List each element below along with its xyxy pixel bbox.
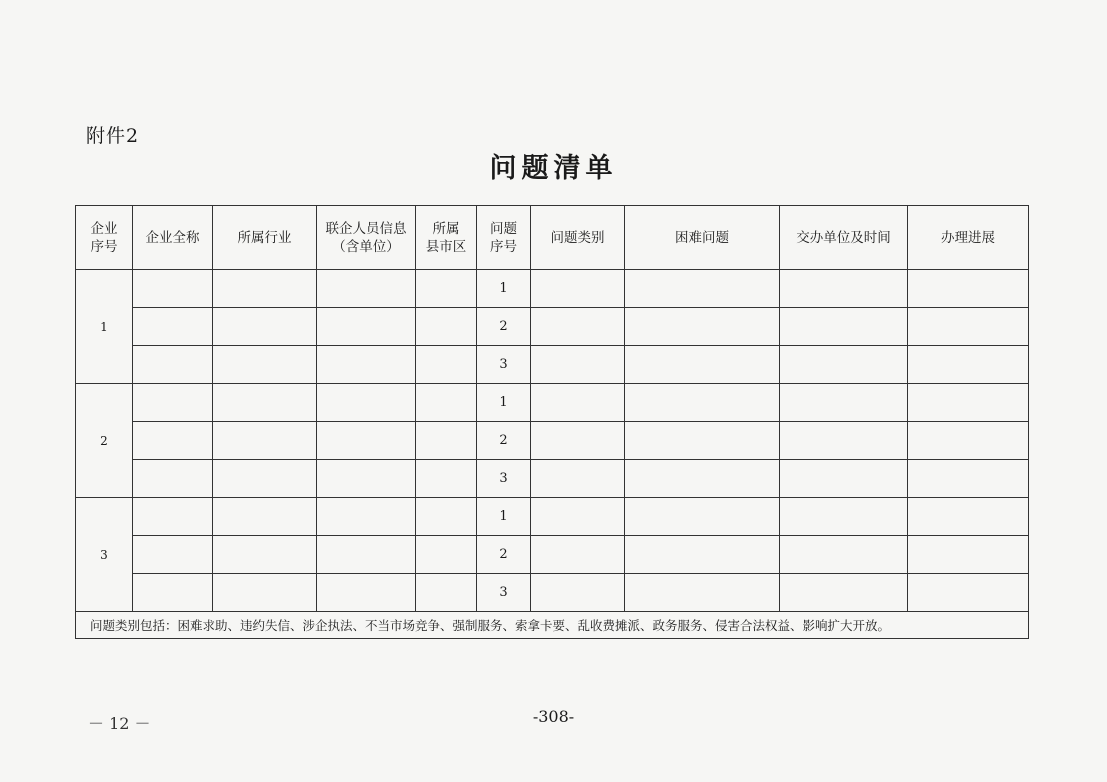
column-header: 交办单位及时间	[780, 206, 908, 270]
difficulty-cell[interactable]	[625, 498, 780, 536]
issue-serial: 2	[477, 422, 531, 460]
assigned-unit-time-cell[interactable]	[780, 270, 908, 308]
county-cell[interactable]	[416, 498, 477, 536]
industry-cell[interactable]	[213, 346, 317, 384]
column-header: 问题 序号	[477, 206, 531, 270]
table-row	[76, 346, 1029, 384]
issue-list-table	[75, 205, 1029, 639]
county-cell[interactable]	[416, 460, 477, 498]
issue-serial: 2	[477, 536, 531, 574]
enterprise-name-cell[interactable]	[133, 536, 213, 574]
progress-cell[interactable]	[908, 574, 1029, 612]
enterprise-name-cell[interactable]	[133, 422, 213, 460]
liaison-info-cell[interactable]	[317, 346, 416, 384]
document-number: -308-	[532, 707, 575, 726]
table-row	[76, 536, 1029, 574]
difficulty-cell[interactable]	[625, 536, 780, 574]
table-row	[76, 498, 1029, 536]
assigned-unit-time-cell[interactable]	[780, 384, 908, 422]
difficulty-cell[interactable]	[625, 422, 780, 460]
column-header: 所属 县市区	[416, 206, 477, 270]
enterprise-serial: 1	[76, 270, 133, 384]
progress-cell[interactable]	[908, 460, 1029, 498]
industry-cell[interactable]	[213, 422, 317, 460]
column-header: 问题类别	[531, 206, 625, 270]
liaison-info-cell[interactable]	[317, 536, 416, 574]
column-header: 企业 序号	[76, 206, 133, 270]
progress-cell[interactable]	[908, 308, 1029, 346]
industry-cell[interactable]	[213, 536, 317, 574]
column-header: 联企人员信息 （含单位）	[317, 206, 416, 270]
issue-category-cell[interactable]	[531, 460, 625, 498]
county-cell[interactable]	[416, 384, 477, 422]
note-row	[76, 612, 1029, 639]
issue-category-cell[interactable]	[531, 270, 625, 308]
difficulty-cell[interactable]	[625, 270, 780, 308]
issue-category-cell[interactable]	[531, 422, 625, 460]
table-row	[76, 422, 1029, 460]
issue-serial: 1	[477, 270, 531, 308]
issue-serial: 3	[477, 346, 531, 384]
assigned-unit-time-cell[interactable]	[780, 536, 908, 574]
liaison-info-cell[interactable]	[317, 574, 416, 612]
enterprise-serial: 3	[76, 498, 133, 612]
county-cell[interactable]	[416, 270, 477, 308]
header-row	[76, 206, 1029, 270]
difficulty-cell[interactable]	[625, 574, 780, 612]
column-header: 企业全称	[133, 206, 213, 270]
county-cell[interactable]	[416, 536, 477, 574]
table-row	[76, 384, 1029, 422]
table-row	[76, 308, 1029, 346]
issue-serial: 2	[477, 308, 531, 346]
liaison-info-cell[interactable]	[317, 270, 416, 308]
enterprise-name-cell[interactable]	[133, 460, 213, 498]
issue-serial: 1	[477, 384, 531, 422]
issue-category-cell[interactable]	[531, 536, 625, 574]
difficulty-cell[interactable]	[625, 346, 780, 384]
page-number: － 12 －	[88, 714, 151, 733]
industry-cell[interactable]	[213, 308, 317, 346]
liaison-info-cell[interactable]	[317, 460, 416, 498]
county-cell[interactable]	[416, 308, 477, 346]
enterprise-name-cell[interactable]	[133, 574, 213, 612]
issue-serial: 3	[477, 574, 531, 612]
progress-cell[interactable]	[908, 536, 1029, 574]
table-row	[76, 270, 1029, 308]
issue-serial: 3	[477, 460, 531, 498]
enterprise-name-cell[interactable]	[133, 346, 213, 384]
issue-category-cell[interactable]	[531, 346, 625, 384]
industry-cell[interactable]	[213, 270, 317, 308]
issue-category-note: 问题类别包括：困难求助、违约失信、涉企执法、不当市场竞争、强制服务、索拿卡要、乱收费摊派、政务服务、侵害合法权益、影响扩大开放。	[76, 612, 1029, 639]
assigned-unit-time-cell[interactable]	[780, 460, 908, 498]
assigned-unit-time-cell[interactable]	[780, 498, 908, 536]
enterprise-serial: 2	[76, 384, 133, 498]
industry-cell[interactable]	[213, 498, 317, 536]
progress-cell[interactable]	[908, 422, 1029, 460]
county-cell[interactable]	[416, 574, 477, 612]
assigned-unit-time-cell[interactable]	[780, 422, 908, 460]
column-header: 困难问题	[625, 206, 780, 270]
liaison-info-cell[interactable]	[317, 498, 416, 536]
enterprise-name-cell[interactable]	[133, 498, 213, 536]
attachment-label: 附件2	[86, 125, 140, 147]
table-row	[76, 460, 1029, 498]
enterprise-name-cell[interactable]	[133, 384, 213, 422]
county-cell[interactable]	[416, 346, 477, 384]
table-row	[76, 574, 1029, 612]
column-header: 所属行业	[213, 206, 317, 270]
assigned-unit-time-cell[interactable]	[780, 574, 908, 612]
difficulty-cell[interactable]	[625, 308, 780, 346]
progress-cell[interactable]	[908, 498, 1029, 536]
enterprise-name-cell[interactable]	[133, 308, 213, 346]
column-header: 办理进展	[908, 206, 1029, 270]
industry-cell[interactable]	[213, 574, 317, 612]
progress-cell[interactable]	[908, 346, 1029, 384]
assigned-unit-time-cell[interactable]	[780, 346, 908, 384]
enterprise-name-cell[interactable]	[133, 270, 213, 308]
issue-category-cell[interactable]	[531, 384, 625, 422]
issue-category-cell[interactable]	[531, 498, 625, 536]
liaison-info-cell[interactable]	[317, 422, 416, 460]
document-title: 问题清单	[489, 153, 618, 184]
progress-cell[interactable]	[908, 270, 1029, 308]
industry-cell[interactable]	[213, 460, 317, 498]
issue-category-cell[interactable]	[531, 574, 625, 612]
issue-category-cell[interactable]	[531, 308, 625, 346]
issue-serial: 1	[477, 498, 531, 536]
progress-cell[interactable]	[908, 384, 1029, 422]
assigned-unit-time-cell[interactable]	[780, 308, 908, 346]
liaison-info-cell[interactable]	[317, 384, 416, 422]
difficulty-cell[interactable]	[625, 384, 780, 422]
difficulty-cell[interactable]	[625, 460, 780, 498]
industry-cell[interactable]	[213, 384, 317, 422]
liaison-info-cell[interactable]	[317, 308, 416, 346]
county-cell[interactable]	[416, 422, 477, 460]
